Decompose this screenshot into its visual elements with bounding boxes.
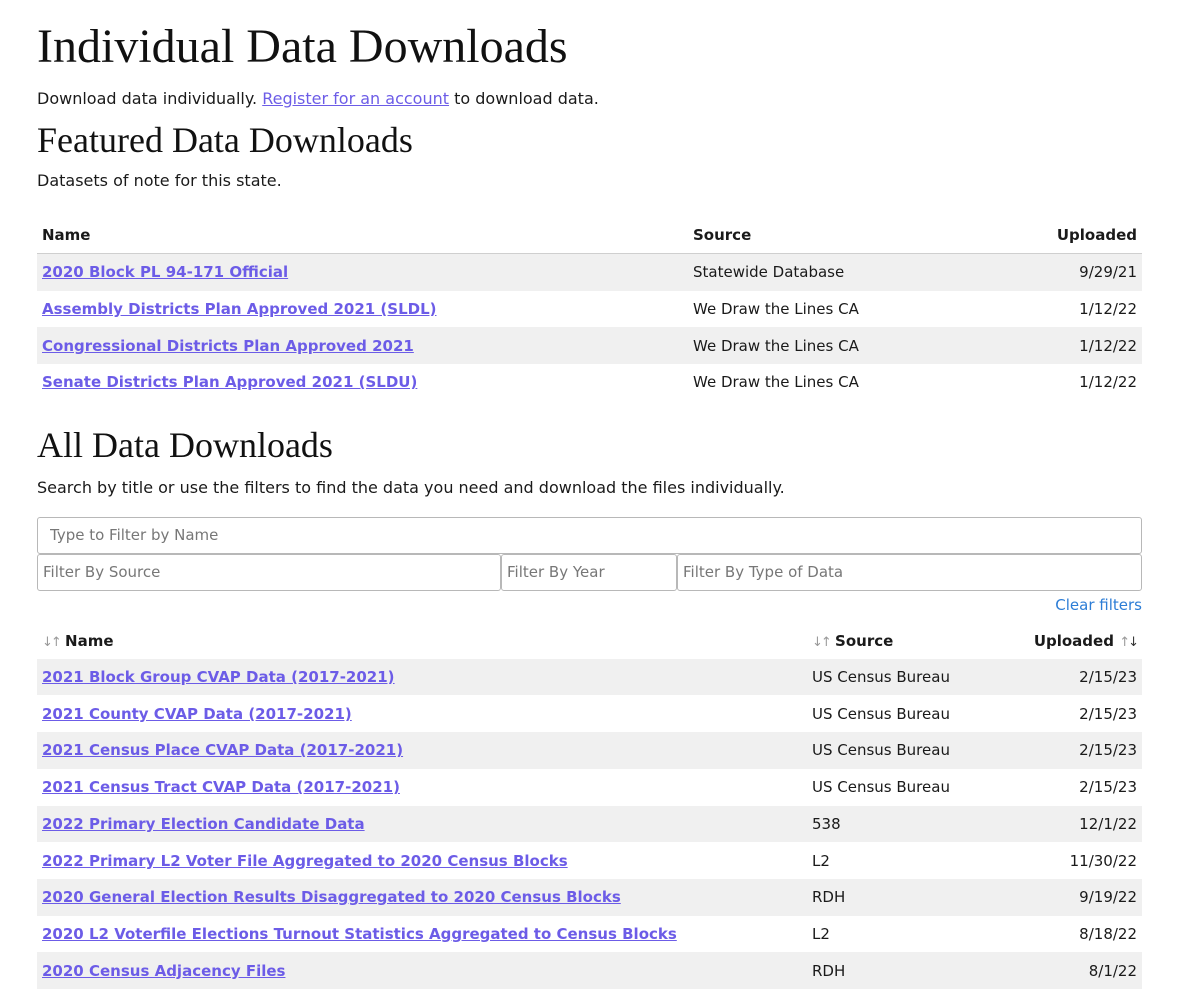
featured-name-cell xyxy=(37,327,688,364)
uploaded-cell: 2/15/23 xyxy=(1079,778,1137,797)
uploaded-cell: 2/15/23 xyxy=(1079,741,1137,760)
sort-arrows-icon: ↓↑ xyxy=(812,634,830,650)
name-filter-input[interactable] xyxy=(37,517,1142,554)
featured-name-cell xyxy=(37,364,688,401)
table-row xyxy=(37,769,1142,806)
featured-name-cell xyxy=(37,254,688,291)
type-filter-input[interactable] xyxy=(677,554,1142,591)
all-col-uploaded: Uploaded xyxy=(1033,631,1114,650)
featured-description: Datasets of note for this state. xyxy=(37,171,282,190)
featured-heading: Featured Data Downloads xyxy=(37,120,413,160)
featured-dataset-link[interactable]: Congressional Districts Plan Approved 2021 xyxy=(42,336,414,355)
featured-source-cell: We Draw the Lines CA xyxy=(693,373,859,392)
featured-source-cell: Statewide Database xyxy=(693,263,845,282)
all-downloads-description: Search by title or use the filters to find the data you need and download the files individually. xyxy=(37,477,785,497)
sort-arrows-icon: ↓↑ xyxy=(42,634,60,650)
featured-col-source: Source xyxy=(693,226,752,244)
featured-source-cell: We Draw the Lines CA xyxy=(693,336,859,355)
uploaded-cell: 12/1/22 xyxy=(1079,814,1137,833)
dataset-link[interactable]: 2021 Census Place CVAP Data (2017-2021) xyxy=(42,741,404,760)
uploaded-cell: 2/15/23 xyxy=(1079,668,1137,687)
table-row xyxy=(37,806,1142,843)
all-table-header xyxy=(37,623,1142,659)
featured-table-header xyxy=(37,217,1142,254)
dataset-link[interactable]: 2021 County CVAP Data (2017-2021) xyxy=(42,704,352,723)
filter-panel xyxy=(37,517,1142,591)
table-row xyxy=(37,879,1142,916)
table-row xyxy=(37,916,1142,953)
uploaded-cell: 2/15/23 xyxy=(1079,704,1137,723)
featured-row xyxy=(37,291,1142,328)
all-downloads-table xyxy=(37,623,1142,989)
featured-source-cell: We Draw the Lines CA xyxy=(693,300,859,319)
name-cell xyxy=(37,806,807,843)
source-cell: 538 xyxy=(812,814,841,833)
intro-text-before: Download data individually. xyxy=(37,89,263,108)
source-cell: US Census Bureau xyxy=(812,778,950,797)
dataset-link[interactable]: 2022 Primary Election Candidate Data xyxy=(42,814,365,833)
table-row xyxy=(37,842,1142,879)
dataset-link[interactable]: 2021 Block Group CVAP Data (2017-2021) xyxy=(42,668,395,687)
clear-filters-row xyxy=(37,595,1142,617)
dataset-link[interactable]: 2020 Census Adjacency Files xyxy=(42,961,286,980)
table-row xyxy=(37,952,1142,989)
table-row xyxy=(37,659,1142,696)
register-link[interactable]: Register for an account xyxy=(262,89,450,108)
featured-uploaded-cell: 1/12/22 xyxy=(1079,373,1137,392)
all-col-name: Name xyxy=(65,631,114,650)
sort-by-source-header[interactable] xyxy=(807,623,1007,659)
featured-row xyxy=(37,364,1142,401)
name-cell xyxy=(37,952,807,989)
uploaded-cell: 8/18/22 xyxy=(1079,924,1137,943)
name-cell xyxy=(37,732,807,769)
source-cell: RDH xyxy=(812,961,846,980)
featured-dataset-link[interactable]: 2020 Block PL 94-171 Official xyxy=(42,263,289,282)
clear-filters-link[interactable]: Clear filters xyxy=(1055,595,1142,614)
dataset-link[interactable]: 2020 General Election Results Disaggregated to 2020 Census Blocks xyxy=(42,888,621,907)
name-cell xyxy=(37,695,807,732)
featured-dataset-link[interactable]: Senate Districts Plan Approved 2021 (SLDU) xyxy=(42,373,418,392)
source-cell: US Census Bureau xyxy=(812,741,950,760)
source-cell: US Census Bureau xyxy=(812,668,950,687)
uploaded-cell: 11/30/22 xyxy=(1069,851,1137,870)
all-downloads-heading: All Data Downloads xyxy=(37,424,333,465)
source-cell: L2 xyxy=(812,851,830,870)
filter-row xyxy=(37,554,1142,591)
intro-text xyxy=(37,88,1181,110)
table-row xyxy=(37,732,1142,769)
featured-uploaded-cell: 1/12/22 xyxy=(1079,336,1137,355)
featured-row xyxy=(37,254,1142,291)
table-row xyxy=(37,695,1142,732)
source-filter-input[interactable] xyxy=(37,554,501,591)
year-filter-input[interactable] xyxy=(501,554,677,591)
source-cell: RDH xyxy=(812,888,846,907)
sort-descending-icon: ↑↓ xyxy=(1119,634,1137,650)
name-cell xyxy=(37,916,807,953)
dataset-link[interactable]: 2021 Census Tract CVAP Data (2017-2021) xyxy=(42,778,400,797)
name-cell xyxy=(37,842,807,879)
uploaded-cell: 8/1/22 xyxy=(1088,961,1137,980)
featured-uploaded-cell: 9/29/21 xyxy=(1079,263,1137,282)
dataset-link[interactable]: 2020 L2 Voterfile Elections Turnout Statistics Aggregated to Census Blocks xyxy=(42,924,677,943)
name-cell xyxy=(37,769,807,806)
intro-text-after: to download data. xyxy=(449,89,599,108)
page-title: Individual Data Downloads xyxy=(37,20,568,73)
source-cell: L2 xyxy=(812,924,830,943)
sort-by-uploaded-header[interactable] xyxy=(1007,623,1142,659)
sort-by-name-header[interactable] xyxy=(37,623,807,659)
dataset-link[interactable]: 2022 Primary L2 Voter File Aggregated to 2020 Census Blocks xyxy=(42,851,568,870)
featured-name-cell xyxy=(37,291,688,328)
featured-dataset-link[interactable]: Assembly Districts Plan Approved 2021 (SLDL) xyxy=(42,300,437,319)
all-col-source: Source xyxy=(835,631,894,650)
featured-row xyxy=(37,327,1142,364)
featured-table xyxy=(37,217,1142,401)
featured-uploaded-cell: 1/12/22 xyxy=(1079,300,1137,319)
featured-col-name: Name xyxy=(42,226,91,244)
name-cell xyxy=(37,879,807,916)
source-cell: US Census Bureau xyxy=(812,704,950,723)
featured-col-uploaded: Uploaded xyxy=(1056,226,1137,244)
page-container xyxy=(37,0,1181,989)
name-cell xyxy=(37,659,807,696)
uploaded-cell: 9/19/22 xyxy=(1079,888,1137,907)
